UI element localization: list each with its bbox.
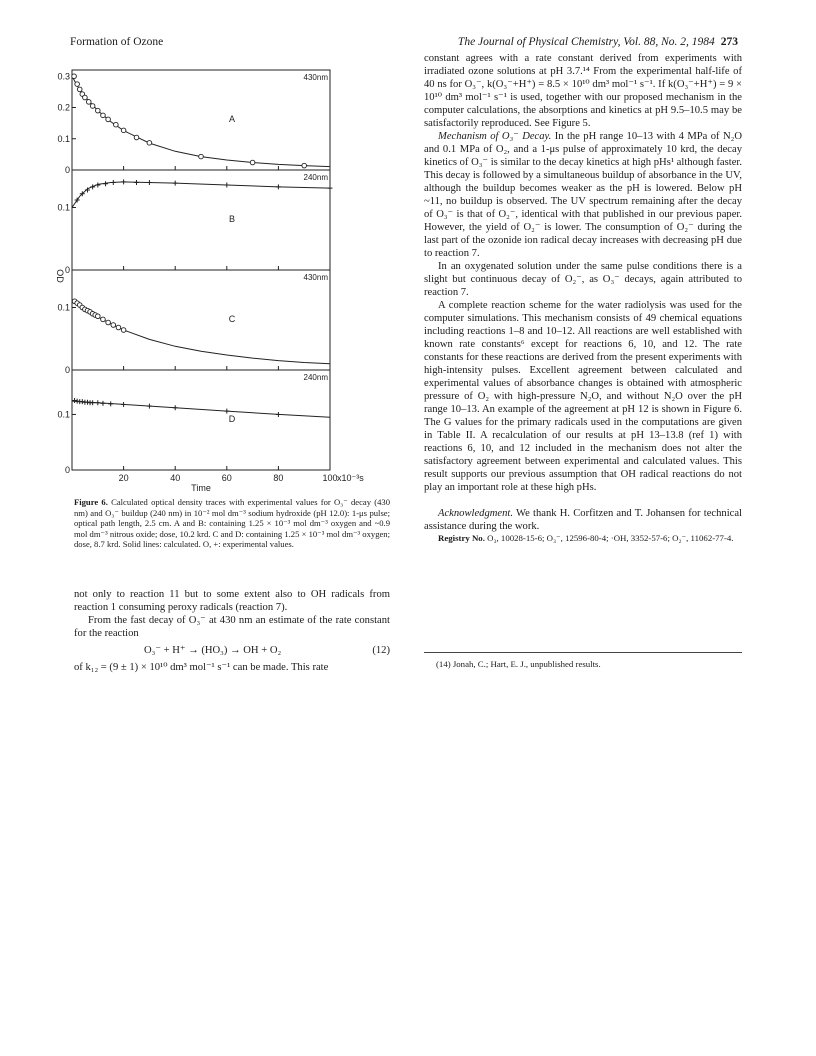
panel-c-data-point xyxy=(101,317,106,322)
figure-6 xyxy=(55,58,390,493)
panel-d-y-tick-label: 0.1 xyxy=(57,409,70,420)
panel-c-data-point xyxy=(96,314,101,319)
y-axis-label: OD xyxy=(55,269,65,283)
x-axis-unit: x10⁻³s xyxy=(337,473,364,483)
paragraph: of k₁₂ = (9 ± 1) × 10¹⁰ dm³ mol⁻¹ s⁻¹ can be made. This rate xyxy=(74,662,329,673)
panel-a-data-point xyxy=(90,104,95,109)
panel-a-data-point xyxy=(72,74,77,79)
panel-a-data-point xyxy=(302,163,307,168)
x-tick-label: 40 xyxy=(170,473,181,483)
panel-a-data-point xyxy=(96,108,101,113)
panel-c-wavelength: 430nm xyxy=(303,273,328,282)
section-body: In the pH range 10–13 with 4 MPa of N₂O and 0.1 MPa of O₂, and a 1-μs pulse of approximately 10 krd, the decay kinetics of O₃⁻ is similar to the decay kinetics at high pHs¹ although faster. This decay is followed by a simultaneous buildup of absorbance in the UV, although the buildup becomes weaker as the pH is lowered. Below pH ~11, no buildup is observed. The UV spectrum remaining after the decay of O₃⁻ is that of O₂⁻, identical with that published in our previous paper. However, the yield of O₂⁻ is lower. The consumption of O₂⁻ during the last part of the ozonide ion radical decay increases with decreasing pH due to reaction 7. xyxy=(424,131,742,259)
panel-b-data-point xyxy=(134,180,139,185)
figure-caption-label: Figure 6. xyxy=(74,497,108,507)
paragraph: constant agrees with a rate constant derived from experiments with irradiated ozone solutions at pH 3.7.¹⁴ From the experimental half-life of 40 ns for O₃⁻, k(O₃⁻+H⁺) = 8.5 × 10¹⁰ dm³ mol⁻¹ s⁻¹. If k(O₃⁻+H⁺) = 9 × 10¹⁰ dm³ mol⁻¹ s⁻¹ is used, together with our proposed mechanism in the computer calculations, the absorptions and kinetics at pH 9.5–10.5 may be satisfactorily reproduced. See Figure 5. xyxy=(424,53,742,129)
footnote-rule xyxy=(424,652,742,653)
panel-a-data-point xyxy=(250,160,255,165)
paragraph: From the fast decay of O₃⁻ at 430 nm an estimate of the rate constant for the reaction xyxy=(74,615,390,639)
panel-c-y-tick-label: 0.1 xyxy=(57,302,70,313)
equation-body: O₃⁻ + H⁺ → (HO₃) → OH + O₂ xyxy=(144,645,282,656)
panel-d-data-point xyxy=(173,405,178,410)
panel-d-data-point xyxy=(80,399,85,404)
panel-d-y-tick-label: 0 xyxy=(64,465,70,475)
panel-a-calculated-curve xyxy=(72,76,330,166)
left-column-text xyxy=(74,588,390,674)
panel-a-y-tick-label: 0 xyxy=(64,165,70,175)
x-tick-label: 80 xyxy=(273,473,284,483)
panel-c-data-point xyxy=(116,325,121,330)
panel-b-frame xyxy=(72,170,330,270)
right-column-text xyxy=(424,52,742,544)
panel-a-label: A xyxy=(228,114,235,124)
panel-a-data-point xyxy=(75,82,80,87)
paragraph: not only to reaction 11 but to some extent also to OH radicals from reaction 1 consuming peroxy radicals (reaction 7). xyxy=(74,589,390,613)
equation-number: (12) xyxy=(372,645,390,656)
panel-a-data-point xyxy=(106,117,111,122)
panel-b-data-point xyxy=(173,181,178,186)
running-head-left: Formation of Ozone xyxy=(70,36,164,48)
panel-d-data-point xyxy=(276,412,281,417)
page-number: 273 xyxy=(720,36,738,48)
figure-caption-text: Calculated optical density traces with experimental values for O₃⁻ decay (430 nm) and O₃⁻ buildup (240 nm) in 10⁻² mol dm⁻³ sodium hydroxide (pH 12.0): 1-μs pulse; optical path length, 2.5 cm. A and B: containing 1.25 × 10⁻³ mol dm⁻³ oxygen and ~0.9 mol dm⁻³ nitrous oxide; dose, 10.2 krd. C and D: containing 1.25 × 10⁻³ mol dm⁻³ oxygen; dose, 8.7 krd. Solid lines: calculated. O, +: experimental values. xyxy=(74,497,390,550)
section-title: Mechanism of O₃⁻ Decay. xyxy=(438,131,552,142)
acknowledgment-title: Acknowledgment. xyxy=(438,508,514,519)
panel-c-calculated-curve xyxy=(72,301,330,364)
panel-d-data-point xyxy=(90,400,95,405)
equation-12 xyxy=(144,644,390,657)
panel-b-data-point xyxy=(103,181,108,186)
panel-b-data-point xyxy=(224,183,229,188)
paragraph: A complete reaction scheme for the water radiolysis was used for the computer simulations. This mechanism consists of 49 chemical equations including reactions 1–8 and 10–12. All reactions are well established with known rate constants⁶ except for reactions 6, 10, and 12. The rate constants for these reactions are derived from the present experiments with high-intensity pulses. Excellent agreement between calculated and experimental values of absorbance changes is obtained with atmospheric pressure of O₂ with high-pressure N₂O, and without N₂O over the pH range 10–13. An example of the agreement at pH 12 is shown in Figure 6. The G values for the primary radicals used in the computations are given in Table II. A recalculation of our results at pH 13–13.8 (ref 1) with reactions 6, 10, and 12 included in the mechanism does not alter the satisfactory agreement between experimental and calculated values. This result supports our previous assumption that OH radical reactions do not play an important role at these high pHs. xyxy=(424,300,742,493)
panel-a-data-point xyxy=(101,113,106,118)
panel-d-wavelength: 240nm xyxy=(303,373,328,382)
section-paragraph xyxy=(424,130,742,260)
panel-a-data-point xyxy=(114,122,119,127)
panel-a-wavelength: 430nm xyxy=(303,73,328,82)
panel-d-data-point xyxy=(121,402,126,407)
x-tick-label: 20 xyxy=(118,473,129,483)
panel-d-data-point xyxy=(100,401,105,406)
panel-c-label: C xyxy=(228,314,236,324)
registry-label: Registry No. xyxy=(438,533,485,543)
panel-b-data-point xyxy=(95,183,100,188)
panel-d-frame xyxy=(72,370,330,470)
figure-caption xyxy=(74,497,390,550)
journal-citation: The Journal of Physical Chemistry, Vol. 88, No. 2, 1984 xyxy=(457,36,715,48)
panel-d-data-point xyxy=(75,399,80,404)
panel-c-y-tick-label: 0 xyxy=(64,365,70,375)
panel-b-label: B xyxy=(228,214,235,224)
panel-c-frame xyxy=(72,270,330,370)
panel-c-data-point xyxy=(106,320,111,325)
panel-a-y-tick-label: 0.3 xyxy=(57,71,70,82)
panel-d-data-point xyxy=(85,400,90,405)
panel-a-y-tick-label: 0.2 xyxy=(57,102,70,113)
panel-b-data-point xyxy=(90,184,95,189)
panel-a-data-point xyxy=(86,100,91,105)
running-head-journal xyxy=(458,36,738,48)
acknowledgment-body: We thank H. Corfitzen and T. Johansen for technical assistance during the work. xyxy=(424,508,742,532)
panel-b-data-point xyxy=(328,186,333,191)
panel-b-data-point xyxy=(147,180,152,185)
panel-b-data-point xyxy=(111,180,116,185)
panel-b-data-point xyxy=(276,184,281,189)
panel-a-data-point xyxy=(121,128,126,133)
figure-6-chart xyxy=(55,58,390,493)
x-tick-label: 100 xyxy=(322,473,338,483)
acknowledgment xyxy=(424,507,742,533)
panel-d-data-point xyxy=(108,401,113,406)
registry-list: O₃, 10028-15-6; O₃⁻, 12596-80-4; ·OH, 3352-57-6; O₂⁻, 11062-77-4. xyxy=(487,533,734,543)
panel-d-data-point xyxy=(72,398,77,403)
registry-numbers xyxy=(424,533,742,544)
panel-a-data-point xyxy=(83,95,88,100)
panel-a-data-point xyxy=(134,135,139,140)
panel-b-data-point xyxy=(121,179,126,184)
panel-a-data-point xyxy=(77,87,82,92)
panel-d-data-point xyxy=(147,404,152,409)
footnote-14: (14) Jonah, C.; Hart, E. J., unpublished results. xyxy=(436,659,601,669)
panel-d-data-point xyxy=(95,400,100,405)
panel-d-data-point xyxy=(224,409,229,414)
panel-a-data-point xyxy=(199,154,204,159)
panel-b-y-tick-label: 0 xyxy=(64,265,70,275)
x-tick-label: 60 xyxy=(221,473,232,483)
panel-b-wavelength: 240nm xyxy=(303,173,328,182)
panel-c-data-point xyxy=(111,323,116,328)
panel-b-y-tick-label: 0.1 xyxy=(57,202,70,213)
panel-d-label: D xyxy=(228,414,236,424)
panel-a-y-tick-label: 0.1 xyxy=(57,133,70,144)
panel-a-data-point xyxy=(147,141,152,146)
x-axis-label: Time xyxy=(191,483,211,493)
paragraph: In an oxygenated solution under the same pulse conditions there is a slight but continuous decay of O₂⁻, as O₃⁻ decays, again attributed to reaction 7. xyxy=(424,261,742,298)
panel-b-calculated-curve xyxy=(72,182,330,208)
panel-c-data-point xyxy=(121,328,126,333)
